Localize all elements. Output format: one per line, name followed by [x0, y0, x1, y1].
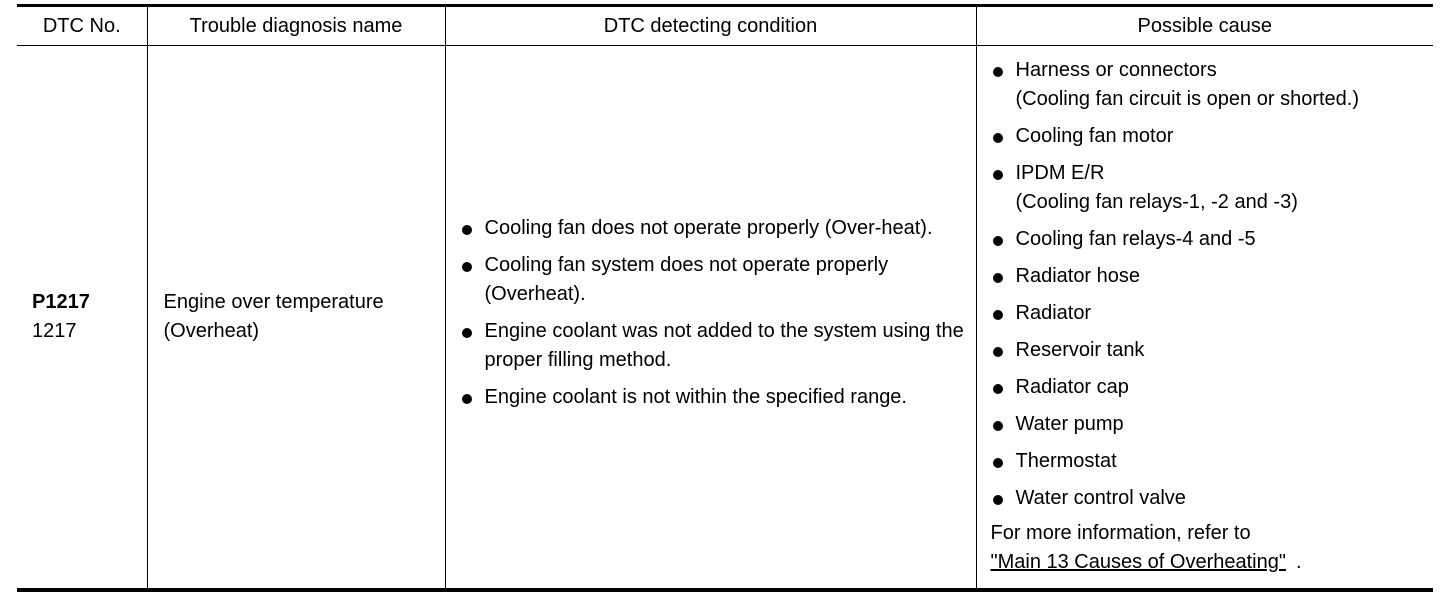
- condition-text: Engine coolant was not added to the system using the proper filling method.: [484, 319, 964, 371]
- cause-text: Harness or connectors: [1015, 59, 1217, 82]
- cause-text: Radiator cap: [1015, 376, 1129, 399]
- dtc-table: [17, 4, 1433, 592]
- cause-text: Radiator hose: [1015, 265, 1141, 288]
- cause-item: [991, 447, 1426, 476]
- cause-text: Cooling fan motor: [1015, 125, 1174, 148]
- table-row: [17, 46, 1433, 590]
- cause-item: [991, 262, 1426, 291]
- dtc-code: P1217: [32, 290, 90, 313]
- cause-text: Water pump: [1015, 413, 1124, 436]
- cause-item: [991, 225, 1426, 254]
- bullet-icon: [993, 170, 1003, 180]
- bullet-icon: [993, 421, 1003, 431]
- bullet-icon: [462, 262, 472, 272]
- more-info-period: .: [1295, 551, 1302, 574]
- bullet-icon: [993, 133, 1003, 143]
- condition-item: [460, 214, 966, 243]
- more-info-text: For more information, refer to: [990, 522, 1251, 545]
- overheating-causes-link[interactable]: "Main 13 Causes of Overheating": [990, 551, 1286, 574]
- cause-item: [991, 159, 1426, 217]
- bullet-icon: [993, 273, 1003, 283]
- bullet-icon: [993, 67, 1003, 77]
- cause-item: [991, 373, 1426, 402]
- bullet-icon: [462, 328, 472, 338]
- header-detecting-condition: DTC detecting condition: [445, 6, 976, 46]
- header-diagnosis-name: Trouble diagnosis name: [147, 6, 445, 46]
- detecting-condition-cell: [445, 46, 976, 590]
- cause-text: Cooling fan relays-4 and -5: [1015, 228, 1256, 251]
- condition-text: Cooling fan does not operate properly (Over-heat).: [484, 216, 933, 239]
- cause-item: [991, 122, 1426, 151]
- condition-item: [460, 251, 966, 309]
- possible-cause-cell: [976, 46, 1433, 590]
- cause-text: Reservoir tank: [1015, 339, 1145, 362]
- header-row: [17, 6, 1433, 46]
- bullet-icon: [993, 495, 1003, 505]
- diagnosis-name-line: Engine over temperature: [163, 290, 384, 313]
- cause-item: [991, 299, 1426, 328]
- condition-list: [460, 214, 966, 412]
- bullet-icon: [993, 458, 1003, 468]
- header-possible-cause: Possible cause: [976, 6, 1433, 46]
- bullet-icon: [462, 225, 472, 235]
- cause-text: Thermostat: [1015, 450, 1117, 473]
- diagnosis-name-cell: [147, 46, 445, 590]
- cause-detail: (Cooling fan relays-1, -2 and -3): [1015, 191, 1298, 214]
- dtc-cell: [17, 46, 147, 590]
- cause-text: Water control valve: [1015, 487, 1186, 510]
- cause-item: [991, 56, 1426, 114]
- cause-item: [991, 336, 1426, 365]
- condition-text: Engine coolant is not within the specified range.: [484, 385, 907, 408]
- cause-list: [991, 56, 1426, 513]
- dtc-number: 1217: [32, 319, 77, 342]
- bullet-icon: [993, 236, 1003, 246]
- condition-item: [460, 383, 966, 412]
- bullet-icon: [462, 394, 472, 404]
- bullet-icon: [993, 384, 1003, 394]
- more-info-reference: [991, 551, 1302, 573]
- cause-text: Radiator: [1015, 302, 1092, 325]
- cause-text: IPDM E/R: [1015, 162, 1105, 185]
- condition-text: Cooling fan system does not operate properly (Overheat).: [484, 253, 889, 305]
- bullet-icon: [993, 310, 1003, 320]
- cause-item: [991, 484, 1426, 513]
- header-dtc-no: DTC No.: [17, 6, 147, 46]
- condition-item: [460, 317, 966, 375]
- diagnosis-name-line: (Overheat): [163, 319, 260, 342]
- cause-detail: (Cooling fan circuit is open or shorted.): [1015, 88, 1359, 111]
- cause-item: [991, 410, 1426, 439]
- bullet-icon: [993, 347, 1003, 357]
